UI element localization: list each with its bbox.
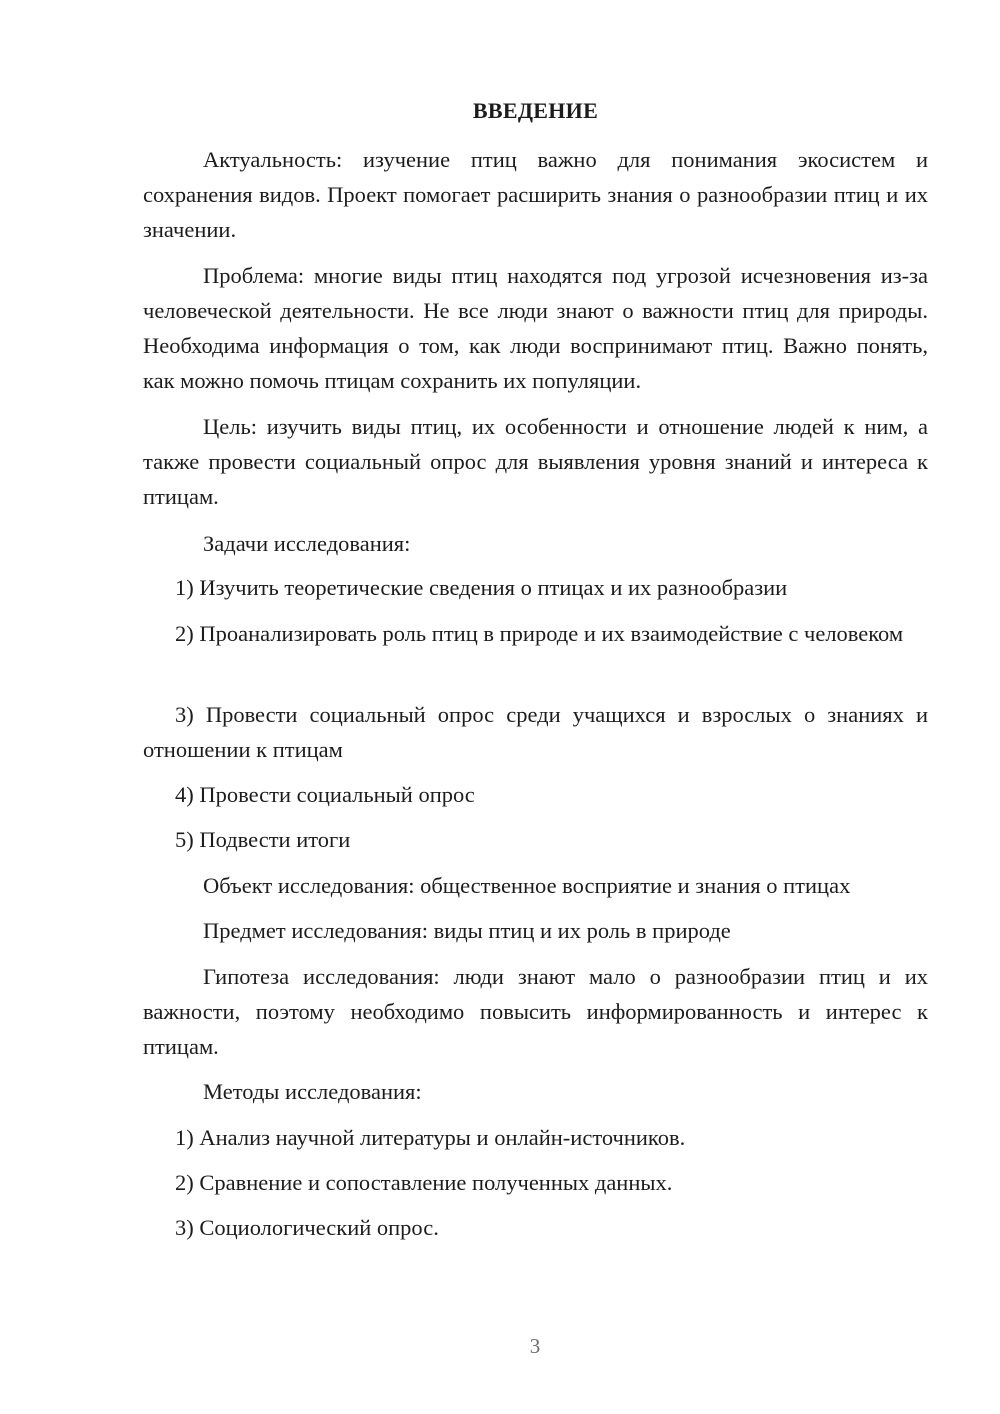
paragraph-tasks-heading: Задачи исследования: [203,531,411,556]
paragraph-hypothesis: Гипотеза исследования: люди знают мало о разнообразии птиц и их важности, поэтому необходимо повысить информированность и интерес к птицам. [143,964,928,1059]
list-item-method-1: 1) Анализ научной литературы и онлайн-источников. [175,1125,686,1150]
paragraph-methods-heading: Методы исследования: [203,1079,422,1104]
list-item-task-2: 2) Проанализировать роль птиц в природе и их взаимодействие с человеком [175,621,904,646]
page-number: 3 [529,1334,541,1358]
paragraph-subject: Предмет исследования: виды птиц и их роль в природе [203,918,731,943]
list-item-task-4: 4) Провести социальный опрос [175,782,475,807]
list-item-task-3: 3) Провести социальный опрос среди учащихся и взрослых о знаниях и отношении к птицам [143,702,928,762]
list-item-task-5: 5) Подвести итоги [175,827,351,852]
paragraph-relevance: Актуальность: изучение птиц важно для понимания экосистем и сохранения видов. Проект помогает расширить знания о разнообразии птиц и их значении. [143,147,928,242]
paragraph-goal: Цель: изучить виды птиц, их особенности и отношение людей к ним, а также провести социальный опрос для выявления уровня знаний и интереса к птицам. [143,414,928,509]
list-item-method-3: 3) Социологический опрос. [175,1215,439,1240]
paragraph-problem: Проблема: многие виды птиц находятся под угрозой исчезновения из-за человеческой деятельности. Не все люди знают о важности птиц для природы. Необходима информация о том, как люди воспринимают птиц. Важно понять, как можно помочь птицам сохранить их популяции. [143,263,928,393]
page-title: ВВЕДЕНИЕ [472,98,599,123]
paragraph-object: Объект исследования: общественное восприятие и знания о птицах [203,873,851,898]
list-item-task-1: 1) Изучить теоретические сведения о птицах и их разнообразии [175,575,788,600]
list-item-method-2: 2) Сравнение и сопоставление полученных данных. [175,1170,673,1195]
